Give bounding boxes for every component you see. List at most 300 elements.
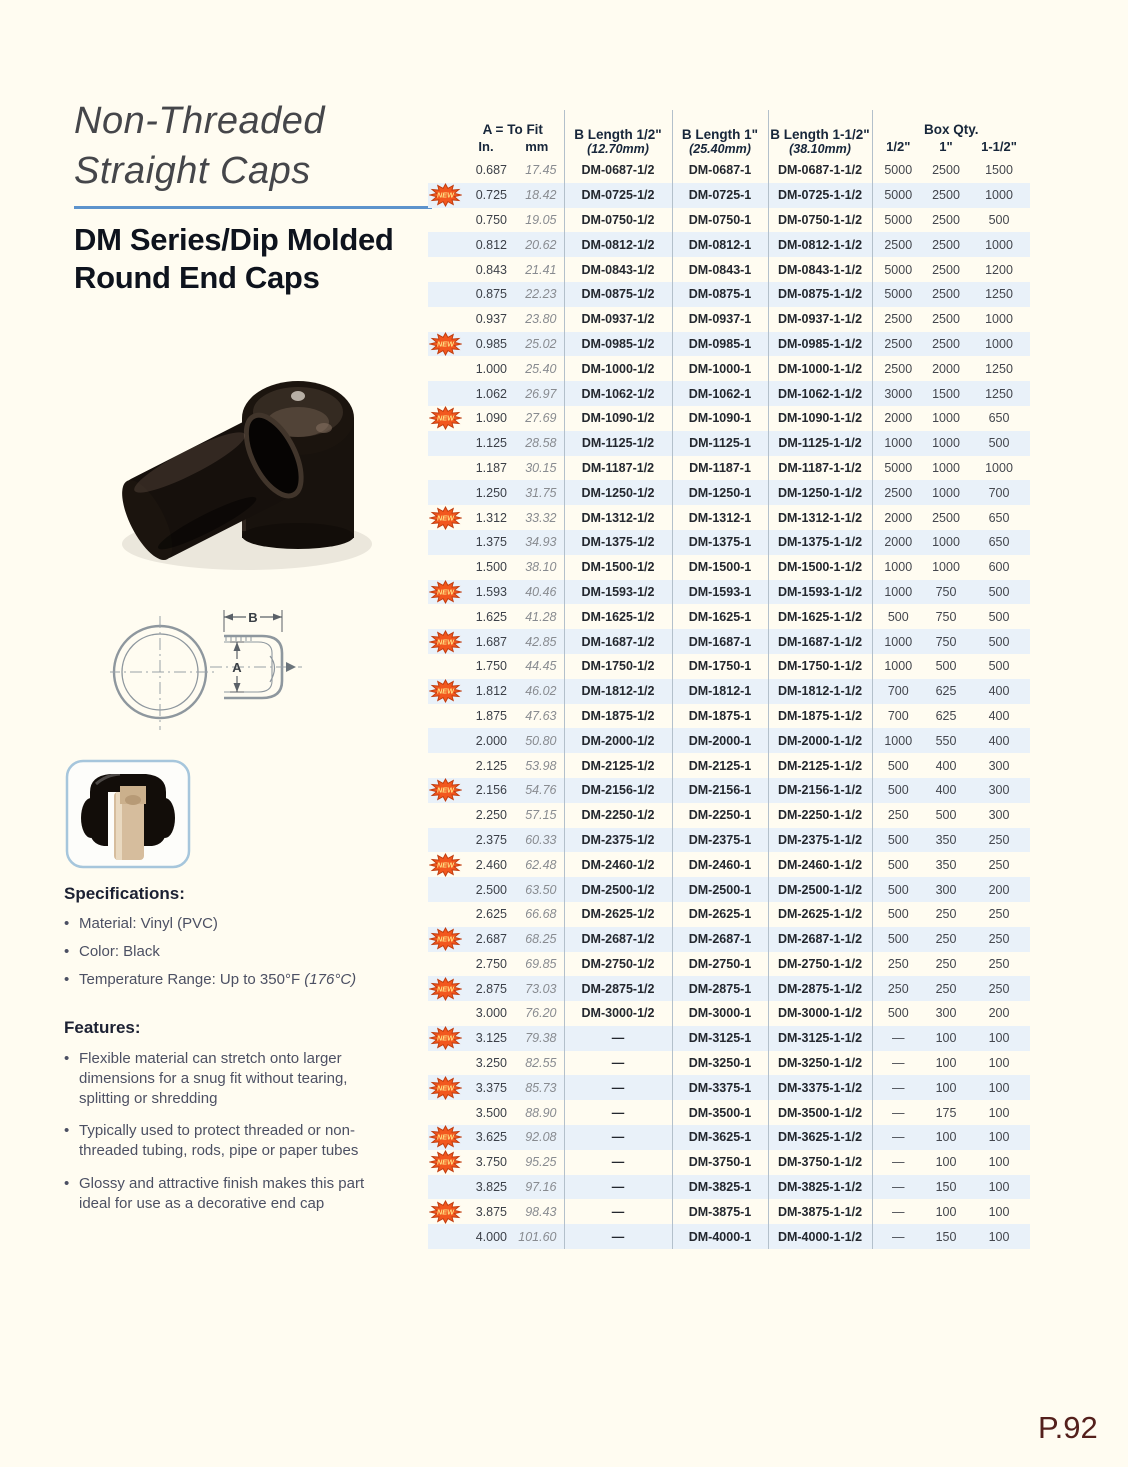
cell-q15: 1000	[985, 312, 1013, 327]
cell-q1: 1000	[932, 485, 960, 500]
cell-q15: 100	[988, 1056, 1010, 1071]
cell-p05: DM-1593-1/2	[564, 580, 672, 605]
cell-q15: 400	[988, 684, 1010, 699]
cell-p05: DM-1125-1/2	[564, 431, 672, 456]
new-badge-cell	[428, 1150, 462, 1175]
cell-p1: DM-0725-1	[672, 183, 768, 208]
cell-q15: 1000	[985, 237, 1013, 252]
cell-p1: DM-2460-1	[672, 852, 768, 877]
cell-q05: —	[872, 1051, 924, 1076]
cell-p15: DM-1625-1-1/2	[768, 604, 872, 629]
table-row	[428, 679, 1030, 704]
cell-q05: 500	[872, 927, 924, 952]
cell-p15: DM-1375-1-1/2	[768, 530, 872, 555]
cell-q05: 500	[872, 778, 924, 803]
product-photo	[92, 326, 394, 580]
cell-p1: DM-1090-1	[672, 406, 768, 431]
cell-q05: 1000	[872, 555, 924, 580]
cell-q15: 300	[988, 783, 1010, 798]
cell-q1: 1000	[932, 560, 960, 575]
table-row	[428, 704, 1030, 729]
cell-q1: 250	[935, 956, 957, 971]
badge-cell	[428, 877, 462, 902]
cell-q05: 500	[872, 902, 924, 927]
cell-p15: DM-2750-1-1/2	[768, 952, 872, 977]
new-starburst-icon	[429, 679, 462, 703]
dimension-label-b: B	[248, 610, 258, 625]
cell-q1: 400	[935, 758, 957, 773]
cutaway-icon-image	[64, 758, 192, 870]
new-starburst-icon	[429, 1125, 462, 1149]
cell-q1: 150	[935, 1229, 957, 1244]
cell-in: 3.250	[475, 1056, 507, 1071]
cell-p1: DM-1312-1	[672, 505, 768, 530]
cell-q1: 250	[935, 932, 957, 947]
page-number: P.92	[1038, 1410, 1098, 1445]
cell-q1: 350	[935, 832, 957, 847]
cell-q05: 1000	[872, 728, 924, 753]
cell-mm: 21.41	[525, 262, 557, 277]
cell-in: 1.593	[475, 584, 507, 599]
cell-q05: 5000	[872, 257, 924, 282]
table-row	[428, 1075, 1030, 1100]
cell-q05: 2500	[872, 356, 924, 381]
cell-p1: DM-4000-1	[672, 1224, 768, 1249]
cell-q1: 300	[935, 882, 957, 897]
new-starburst-icon	[429, 1200, 462, 1224]
table-row	[428, 1001, 1030, 1026]
cell-q05: 250	[872, 976, 924, 1001]
cell-q1: 750	[935, 584, 957, 599]
badge-cell	[428, 282, 462, 307]
title-block	[74, 96, 436, 296]
header-in: In.	[478, 139, 494, 154]
new-badge-cell	[428, 629, 462, 654]
cell-p05: DM-1000-1/2	[564, 356, 672, 381]
series-title-line2: Straight Caps	[74, 150, 311, 193]
cell-q1: 2500	[932, 188, 960, 203]
cell-in: 1.312	[475, 510, 507, 525]
svg-text:NEW: NEW	[436, 686, 454, 696]
cell-p1: DM-2500-1	[672, 877, 768, 902]
new-starburst-icon	[429, 1026, 462, 1050]
cell-q1: 625	[935, 684, 957, 699]
svg-text:NEW: NEW	[436, 637, 454, 647]
cell-q15: 500	[988, 436, 1010, 451]
badge-cell	[428, 158, 462, 183]
cell-mm: 69.85	[525, 956, 557, 971]
bullet-item: • Temperature Range: Up to 350°F (176°C)	[64, 971, 399, 988]
cell-in: 2.250	[475, 808, 507, 823]
badge-cell	[428, 952, 462, 977]
cell-in: 1.812	[475, 684, 507, 699]
table-row	[428, 480, 1030, 505]
new-starburst-icon	[429, 1150, 462, 1174]
cell-q15: 650	[988, 535, 1010, 550]
cell-p05: —	[564, 1224, 672, 1249]
cell-p1: DM-2625-1	[672, 902, 768, 927]
svg-text:NEW: NEW	[436, 339, 454, 349]
badge-cell	[428, 753, 462, 778]
cell-q15: 100	[988, 1204, 1010, 1219]
cell-p15: DM-1062-1-1/2	[768, 381, 872, 406]
cell-q1: 250	[935, 907, 957, 922]
new-badge-cell	[428, 1125, 462, 1150]
cell-q1: 2500	[932, 262, 960, 277]
bullet-item: • Typically used to protect threaded or non-threaded tubing, rods, pipe or paper tubes	[64, 1121, 386, 1161]
cell-p1: DM-1375-1	[672, 530, 768, 555]
cell-p15: DM-2375-1-1/2	[768, 828, 872, 853]
cell-q05: 700	[872, 679, 924, 704]
table-row	[428, 183, 1030, 208]
cell-q05: 500	[872, 604, 924, 629]
cell-p15: DM-3750-1-1/2	[768, 1150, 872, 1175]
cell-p05: DM-1812-1/2	[564, 679, 672, 704]
cell-mm: 57.15	[525, 808, 557, 823]
badge-cell	[428, 1051, 462, 1076]
cell-q15: 250	[988, 932, 1010, 947]
cell-q05: 2500	[872, 307, 924, 332]
cell-p05: DM-1500-1/2	[564, 555, 672, 580]
cell-mm: 54.76	[525, 783, 557, 798]
cell-in: 3.125	[475, 1031, 507, 1046]
cell-q05: —	[872, 1224, 924, 1249]
badge-cell	[428, 356, 462, 381]
cell-q05: 5000	[872, 282, 924, 307]
badge-cell	[428, 530, 462, 555]
cell-p15: DM-1125-1-1/2	[768, 431, 872, 456]
table-row	[428, 456, 1030, 481]
cell-p05: DM-2875-1/2	[564, 976, 672, 1001]
cell-q1: 1000	[932, 535, 960, 550]
table-row	[428, 852, 1030, 877]
cell-p15: DM-1187-1-1/2	[768, 456, 872, 481]
cell-mm: 34.93	[525, 535, 557, 550]
cell-p05: DM-1687-1/2	[564, 629, 672, 654]
parts-table	[428, 110, 1030, 1249]
cell-q1: 100	[935, 1204, 957, 1219]
cell-in: 1.687	[475, 634, 507, 649]
cell-q05: 500	[872, 877, 924, 902]
cell-q15: 1250	[985, 287, 1013, 302]
badge-cell	[428, 803, 462, 828]
cell-in: 0.725	[475, 188, 507, 203]
cell-in: 3.625	[475, 1130, 507, 1145]
cell-q05: —	[872, 1125, 924, 1150]
cell-q1: 500	[935, 659, 957, 674]
cell-in: 0.985	[475, 336, 507, 351]
cell-p05: DM-2250-1/2	[564, 803, 672, 828]
table-row	[428, 654, 1030, 679]
header-qty-one: 1"	[939, 139, 953, 154]
cell-mm: 97.16	[525, 1180, 557, 1195]
cell-p05: —	[564, 1100, 672, 1125]
product-photo-image	[92, 326, 394, 580]
badge-cell	[428, 431, 462, 456]
cell-p1: DM-3375-1	[672, 1075, 768, 1100]
new-starburst-icon	[429, 506, 462, 530]
table-row	[428, 877, 1030, 902]
cell-q15: 500	[988, 584, 1010, 599]
series-title-line1: Non-Threaded	[74, 100, 326, 142]
cell-p15: DM-2625-1-1/2	[768, 902, 872, 927]
cell-p15: DM-1812-1-1/2	[768, 679, 872, 704]
cell-p15: DM-1090-1-1/2	[768, 406, 872, 431]
table-row	[428, 356, 1030, 381]
cell-p05: DM-1250-1/2	[564, 480, 672, 505]
cell-q15: 1250	[985, 361, 1013, 376]
cell-mm: 47.63	[525, 708, 557, 723]
badge-cell	[428, 1224, 462, 1249]
cell-p15: DM-0843-1-1/2	[768, 257, 872, 282]
cell-in: 0.875	[475, 287, 507, 302]
cell-p15: DM-2156-1-1/2	[768, 778, 872, 803]
cell-q1: 2500	[932, 510, 960, 525]
cell-p1: DM-3750-1	[672, 1150, 768, 1175]
cell-q05: 2500	[872, 480, 924, 505]
cell-q15: 500	[988, 659, 1010, 674]
cell-p05: DM-0937-1/2	[564, 307, 672, 332]
header-b-length-half: B Length 1/2" (12.70mm)	[564, 110, 672, 158]
cell-mm: 46.02	[525, 684, 557, 699]
cell-q15: 600	[988, 560, 1010, 575]
cell-p15: DM-1000-1-1/2	[768, 356, 872, 381]
cell-q15: 250	[988, 857, 1010, 872]
svg-text:NEW: NEW	[436, 414, 454, 424]
badge-cell	[428, 480, 462, 505]
cell-q1: 1500	[932, 386, 960, 401]
cell-p05: DM-2500-1/2	[564, 877, 672, 902]
cell-p05: DM-1375-1/2	[564, 530, 672, 555]
cell-in: 2.875	[475, 981, 507, 996]
table-row	[428, 728, 1030, 753]
table-row	[428, 778, 1030, 803]
cell-p1: DM-2687-1	[672, 927, 768, 952]
table-row	[428, 257, 1030, 282]
cell-q05: 2500	[872, 232, 924, 257]
cell-q1: 550	[935, 733, 957, 748]
dimension-diagram-image	[110, 594, 344, 764]
cell-p1: DM-2000-1	[672, 728, 768, 753]
cell-p05: —	[564, 1125, 672, 1150]
cell-mm: 18.42	[525, 188, 557, 203]
table-row	[428, 332, 1030, 357]
cell-mm: 40.46	[525, 584, 557, 599]
cell-q15: 300	[988, 808, 1010, 823]
new-badge-cell	[428, 852, 462, 877]
cell-mm: 27.69	[525, 411, 557, 426]
new-starburst-icon	[429, 630, 462, 654]
cell-p05: DM-3000-1/2	[564, 1001, 672, 1026]
cell-in: 0.937	[475, 312, 507, 327]
cell-q1: 500	[935, 808, 957, 823]
cell-p05: DM-0725-1/2	[564, 183, 672, 208]
features-heading: Features:	[64, 1018, 141, 1037]
cell-p1: DM-1687-1	[672, 629, 768, 654]
cell-q1: 750	[935, 634, 957, 649]
cell-p1: DM-3625-1	[672, 1125, 768, 1150]
cell-q05: 1000	[872, 629, 924, 654]
cell-p1: DM-2875-1	[672, 976, 768, 1001]
new-badge-cell	[428, 1199, 462, 1224]
header-qty-one-half: 1-1/2"	[981, 139, 1017, 154]
cell-in: 2.625	[475, 907, 507, 922]
table-row	[428, 505, 1030, 530]
badge-column-header	[428, 110, 462, 158]
cell-q1: 100	[935, 1155, 957, 1170]
cell-mm: 20.62	[525, 237, 557, 252]
table-row	[428, 381, 1030, 406]
cell-q1: 625	[935, 708, 957, 723]
cell-p15: DM-0750-1-1/2	[768, 208, 872, 233]
svg-text:NEW: NEW	[436, 513, 454, 523]
cell-mm: 101.60	[518, 1229, 557, 1244]
cell-p05: —	[564, 1075, 672, 1100]
cell-in: 0.843	[475, 262, 507, 277]
cell-mm: 23.80	[525, 312, 557, 327]
cell-in: 3.375	[475, 1080, 507, 1095]
cell-q05: 5000	[872, 456, 924, 481]
cell-mm: 30.15	[525, 460, 557, 475]
svg-text:NEW: NEW	[436, 934, 454, 944]
cell-p15: DM-3875-1-1/2	[768, 1199, 872, 1224]
parts-table-wrap	[428, 110, 1030, 1249]
cell-mm: 73.03	[525, 981, 557, 996]
cell-q05: 5000	[872, 183, 924, 208]
cell-q05: —	[872, 1026, 924, 1051]
cell-p1: DM-1593-1	[672, 580, 768, 605]
cutaway-icon	[64, 758, 192, 870]
cell-in: 4.000	[475, 1229, 507, 1244]
table-body	[428, 158, 1030, 1249]
table-row	[428, 803, 1030, 828]
cell-p05: DM-0843-1/2	[564, 257, 672, 282]
cell-q15: 200	[988, 882, 1010, 897]
cell-p15: DM-2500-1-1/2	[768, 877, 872, 902]
cell-q15: 100	[988, 1229, 1010, 1244]
cell-p1: DM-1187-1	[672, 456, 768, 481]
cell-q05: 500	[872, 828, 924, 853]
cell-q15: 100	[988, 1180, 1010, 1195]
new-badge-cell	[428, 183, 462, 208]
cell-q15: 250	[988, 907, 1010, 922]
title-divider	[74, 206, 432, 209]
badge-cell	[428, 828, 462, 853]
cell-p1: DM-1750-1	[672, 654, 768, 679]
cell-p15: DM-2687-1-1/2	[768, 927, 872, 952]
table-row	[428, 580, 1030, 605]
cell-q05: 2000	[872, 406, 924, 431]
cell-q15: 700	[988, 485, 1010, 500]
svg-text:NEW: NEW	[436, 860, 454, 870]
cell-in: 1.750	[475, 659, 507, 674]
cell-p1: DM-0812-1	[672, 232, 768, 257]
badge-cell	[428, 1100, 462, 1125]
table-row	[428, 1026, 1030, 1051]
svg-text:NEW: NEW	[436, 786, 454, 796]
cell-q15: 250	[988, 832, 1010, 847]
product-title	[74, 221, 436, 295]
cell-q15: 1000	[985, 336, 1013, 351]
badge-cell	[428, 307, 462, 332]
table-header	[428, 110, 1030, 158]
cell-in: 2.125	[475, 758, 507, 773]
table-row	[428, 1150, 1030, 1175]
badge-cell	[428, 604, 462, 629]
cell-p15: DM-0985-1-1/2	[768, 332, 872, 357]
cell-p15: DM-1875-1-1/2	[768, 704, 872, 729]
cell-in: 3.825	[475, 1180, 507, 1195]
header-mm: mm	[525, 139, 549, 154]
cell-in: 3.750	[475, 1155, 507, 1170]
cell-q05: 5000	[872, 158, 924, 183]
cell-p1: DM-1875-1	[672, 704, 768, 729]
table-row	[428, 1051, 1030, 1076]
table-row	[428, 952, 1030, 977]
cell-p15: DM-2000-1-1/2	[768, 728, 872, 753]
table-row	[428, 555, 1030, 580]
cell-q05: 5000	[872, 208, 924, 233]
table-row	[428, 828, 1030, 853]
cell-p05: DM-1750-1/2	[564, 654, 672, 679]
cell-q05: —	[872, 1175, 924, 1200]
cell-p1: DM-1625-1	[672, 604, 768, 629]
cell-p15: DM-0687-1-1/2	[768, 158, 872, 183]
cell-p05: DM-2125-1/2	[564, 753, 672, 778]
cell-mm: 95.25	[525, 1155, 557, 1170]
table-row	[428, 282, 1030, 307]
header-qty-half: 1/2"	[872, 139, 924, 158]
product-title-line2: Round End Caps	[74, 259, 320, 295]
table-row	[428, 604, 1030, 629]
cell-q15: 100	[988, 1080, 1010, 1095]
table-row	[428, 158, 1030, 183]
cell-mm: 68.25	[525, 932, 557, 947]
dimension-label-a: A	[232, 660, 242, 675]
badge-cell	[428, 728, 462, 753]
cell-q15: 100	[988, 1105, 1010, 1120]
cell-q15: 650	[988, 510, 1010, 525]
badge-cell	[428, 902, 462, 927]
cell-p05: DM-1312-1/2	[564, 505, 672, 530]
cell-p15: DM-1750-1-1/2	[768, 654, 872, 679]
table-row	[428, 976, 1030, 1001]
cell-q15: 1000	[985, 460, 1013, 475]
cell-in: 1.875	[475, 708, 507, 723]
cell-q05: —	[872, 1199, 924, 1224]
cell-p1: DM-3825-1	[672, 1175, 768, 1200]
svg-text:NEW: NEW	[436, 1207, 454, 1217]
cell-p1: DM-0875-1	[672, 282, 768, 307]
cell-q1: 2000	[932, 361, 960, 376]
cell-p1: DM-3875-1	[672, 1199, 768, 1224]
cell-in: 0.812	[475, 237, 507, 252]
cell-q05: 1000	[872, 580, 924, 605]
cell-q05: 250	[872, 803, 924, 828]
cell-q1: 2500	[932, 237, 960, 252]
cell-p05: DM-0750-1/2	[564, 208, 672, 233]
cell-p15: DM-1312-1-1/2	[768, 505, 872, 530]
new-starburst-icon	[429, 778, 462, 802]
cell-p15: DM-1593-1-1/2	[768, 580, 872, 605]
cell-in: 2.687	[475, 932, 507, 947]
badge-cell	[428, 1175, 462, 1200]
svg-text:NEW: NEW	[436, 1158, 454, 1168]
cell-q1: 750	[935, 609, 957, 624]
cell-p1: DM-2750-1	[672, 952, 768, 977]
cell-p15: DM-2250-1-1/2	[768, 803, 872, 828]
cell-q05: 700	[872, 704, 924, 729]
